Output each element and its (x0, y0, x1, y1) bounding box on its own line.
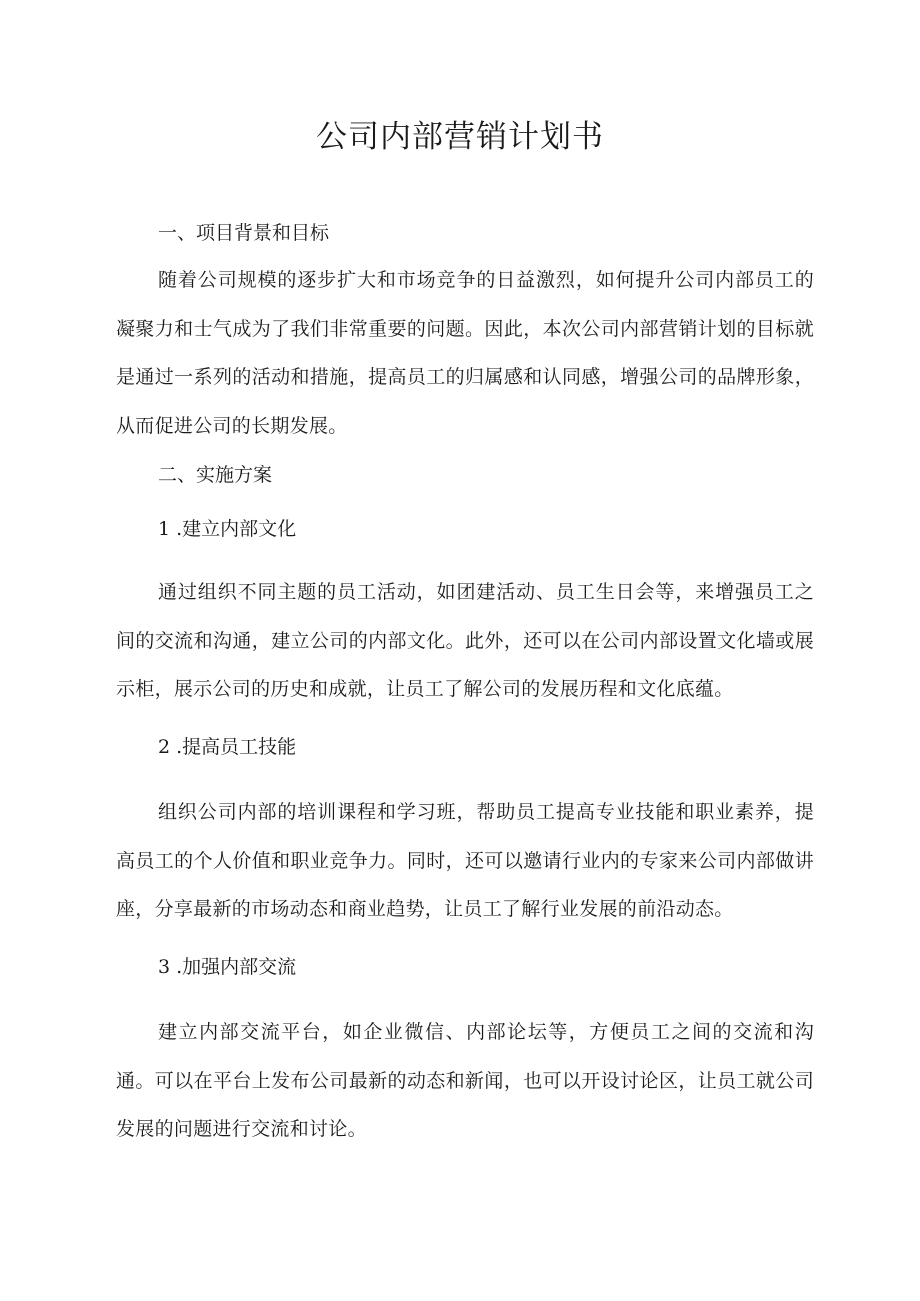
section-heading-background: 一、项目背景和目标 (158, 222, 330, 244)
section-heading-plan: 二、实施方案 (158, 464, 273, 486)
document-title: 公司内部营销计划书 (316, 119, 604, 155)
paragraph-background: 随着公司规模的逐步扩大和市场竞争的日益激烈，如何提升公司内部员工的凝聚力和士气成为了我们非常重要的问题。因此，本次公司内部营销计划的目标就是通过一系列的活动和措施，提高员工的归属感和认同感，增强公司的品牌形象，从而促进公司的长期发展。 (116, 269, 814, 437)
subsection-heading-culture: 1 .建立内部文化 (158, 518, 297, 540)
subsection-heading-skills: 2 .提高员工技能 (158, 736, 297, 758)
paragraph-skills: 组织公司内部的培训课程和学习班，帮助员工提高专业技能和职业素养，提高员工的个人价值和职业竞争力。同时，还可以邀请行业内的专家来公司内部做讲座，分享最新的市场动态和商业趋势，让员工了解行业发展的前沿动态。 (116, 801, 814, 920)
paragraph-communication: 建立内部交流平台，如企业微信、内部论坛等，方便员工之间的交流和沟通。可以在平台上发布公司最新的动态和新闻，也可以开设讨论区，让员工就公司发展的问题进行交流和讨论。 (116, 1021, 814, 1140)
paragraph-culture: 通过组织不同主题的员工活动，如团建活动、员工生日会等，来增强员工之间的交流和沟通，建立公司的内部文化。此外，还可以在公司内部设置文化墙或展示柜，展示公司的历史和成就，让员工了解公司的发展历程和文化底蕴。 (116, 581, 814, 700)
subsection-heading-communication: 3 .加强内部交流 (158, 956, 297, 978)
